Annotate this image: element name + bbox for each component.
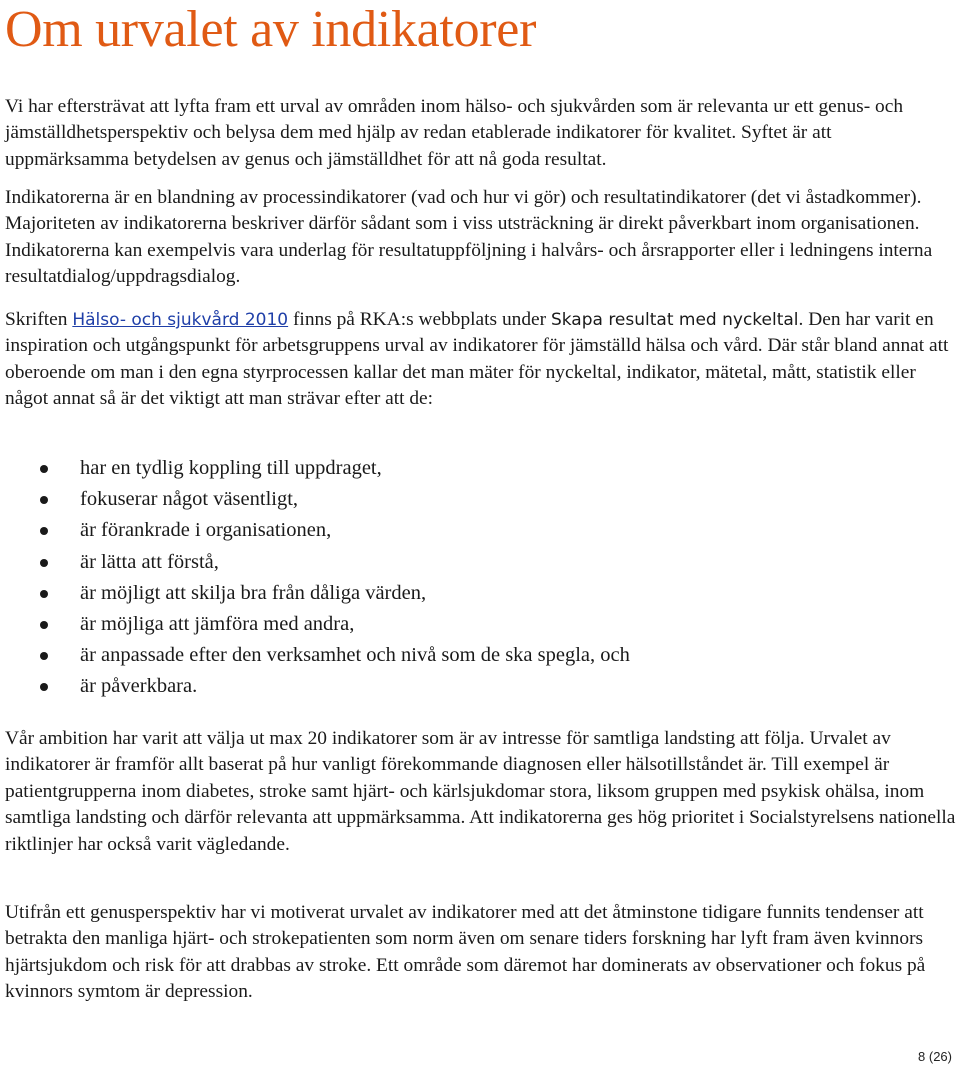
paragraph-ambition: Vår ambition har varit att välja ut max 20 indikatorer som är av intresse för samtliga landsting att följa. Urvalet av indikatorer är framför allt baserat på hur vanligt förekommande diagnosen eller hälsotillståndet är. Till exempel är patientgrupperna inom diabetes, stroke samt hjärt- och kärlsjukdomar stora, liksom gruppen med psykisk ohälsa, inom samtliga landsting och därför relevanta att uppmärksamma. Att indikatorerna ges hög prioritet i Socialstyrelsens nationella riktlinjer har också varit vägledande.: [5, 728, 956, 855]
bullet-icon: [40, 683, 48, 691]
paragraph-source-text-2: finns på RKA:s webbplats under: [288, 309, 551, 330]
criteria-list: [0, 453, 900, 703]
bullet-icon: [40, 527, 48, 535]
bullet-icon: [40, 559, 48, 567]
page-title: Om urvalet av indikatorer: [5, 1, 537, 58]
list-item: är förankrade i organisationen,: [0, 515, 900, 546]
list-item: fokuserar något väsentligt,: [0, 484, 900, 515]
paragraph-indicator-types: Indikatorerna är en blandning av processindikatorer (vad och hur vi gör) och resultatindikatorer (det vi åstadkommer). Majoriteten av indikatorerna beskriver därför sådant som i viss utsträckning är direkt påverkbart inom organisationen. Indikatorerna kan exempelvis vara underlag för resultatuppföljning i halvårs- och årsrapporter eller i ledningens interna resultatdialog/uppdragsdialog.: [5, 187, 933, 288]
report-link[interactable]: Hälso- och sjukvård 2010: [72, 310, 289, 330]
paragraph-intro: Vi har eftersträvat att lyfta fram ett urval av områden inom hälso- och sjukvården som är relevanta ur ett genus- och jämställdhetsperspektiv och belysa dem med hjälp av redan etablerade indikatorer för kvalitet. Syftet är att uppmärksamma betydelsen av genus och jämställdhet för att nå goda resultat.: [5, 96, 904, 170]
bullet-icon: [40, 465, 48, 473]
list-item: är möjliga att jämföra med andra,: [0, 609, 900, 640]
page-number: 8 (26): [918, 1049, 952, 1064]
list-item: har en tydlig koppling till uppdraget,: [0, 453, 900, 484]
bullet-icon: [40, 621, 48, 629]
list-item: är påverkbara.: [0, 671, 900, 702]
paragraph-source-text-1: Skriften: [5, 309, 73, 330]
bullet-icon: [40, 652, 48, 660]
list-item: är lätta att förstå,: [0, 547, 900, 578]
paragraph-source-text-3: . Den har varit en inspiration och utgångspunkt för arbetsgruppens urval av indikatorer för jämställd hälsa och vård. Där står bland annat att oberoende om man i den egna styrprocessen kallar det man mäter för nyckeltal, indikator, mätetal, mått, statistik eller något annat så är det viktigt att man strävar efter att de:: [5, 309, 949, 410]
paragraph-source: [5, 307, 957, 413]
list-item: är anpassade efter den verksamhet och nivå som de ska spegla, och: [0, 640, 900, 671]
bullet-icon: [40, 590, 48, 598]
section-reference: Skapa resultat med nyckeltal: [550, 310, 799, 330]
list-item: är möjligt att skilja bra från dåliga värden,: [0, 578, 900, 609]
paragraph-gender-perspective: Utifrån ett genusperspektiv har vi motiverat urvalet av indikatorer med att det åtminstone tidigare funnits tendenser att betrakta den manliga hjärt- och strokepatienten som norm även om senare tiders forskning har lyft fram även kvinnors hjärtsjukdom och risk för att drabbas av stroke. Ett område som däremot har dominerats av observationer och fokus på kvinnors symtom är depression.: [5, 902, 926, 1003]
bullet-icon: [40, 496, 48, 504]
